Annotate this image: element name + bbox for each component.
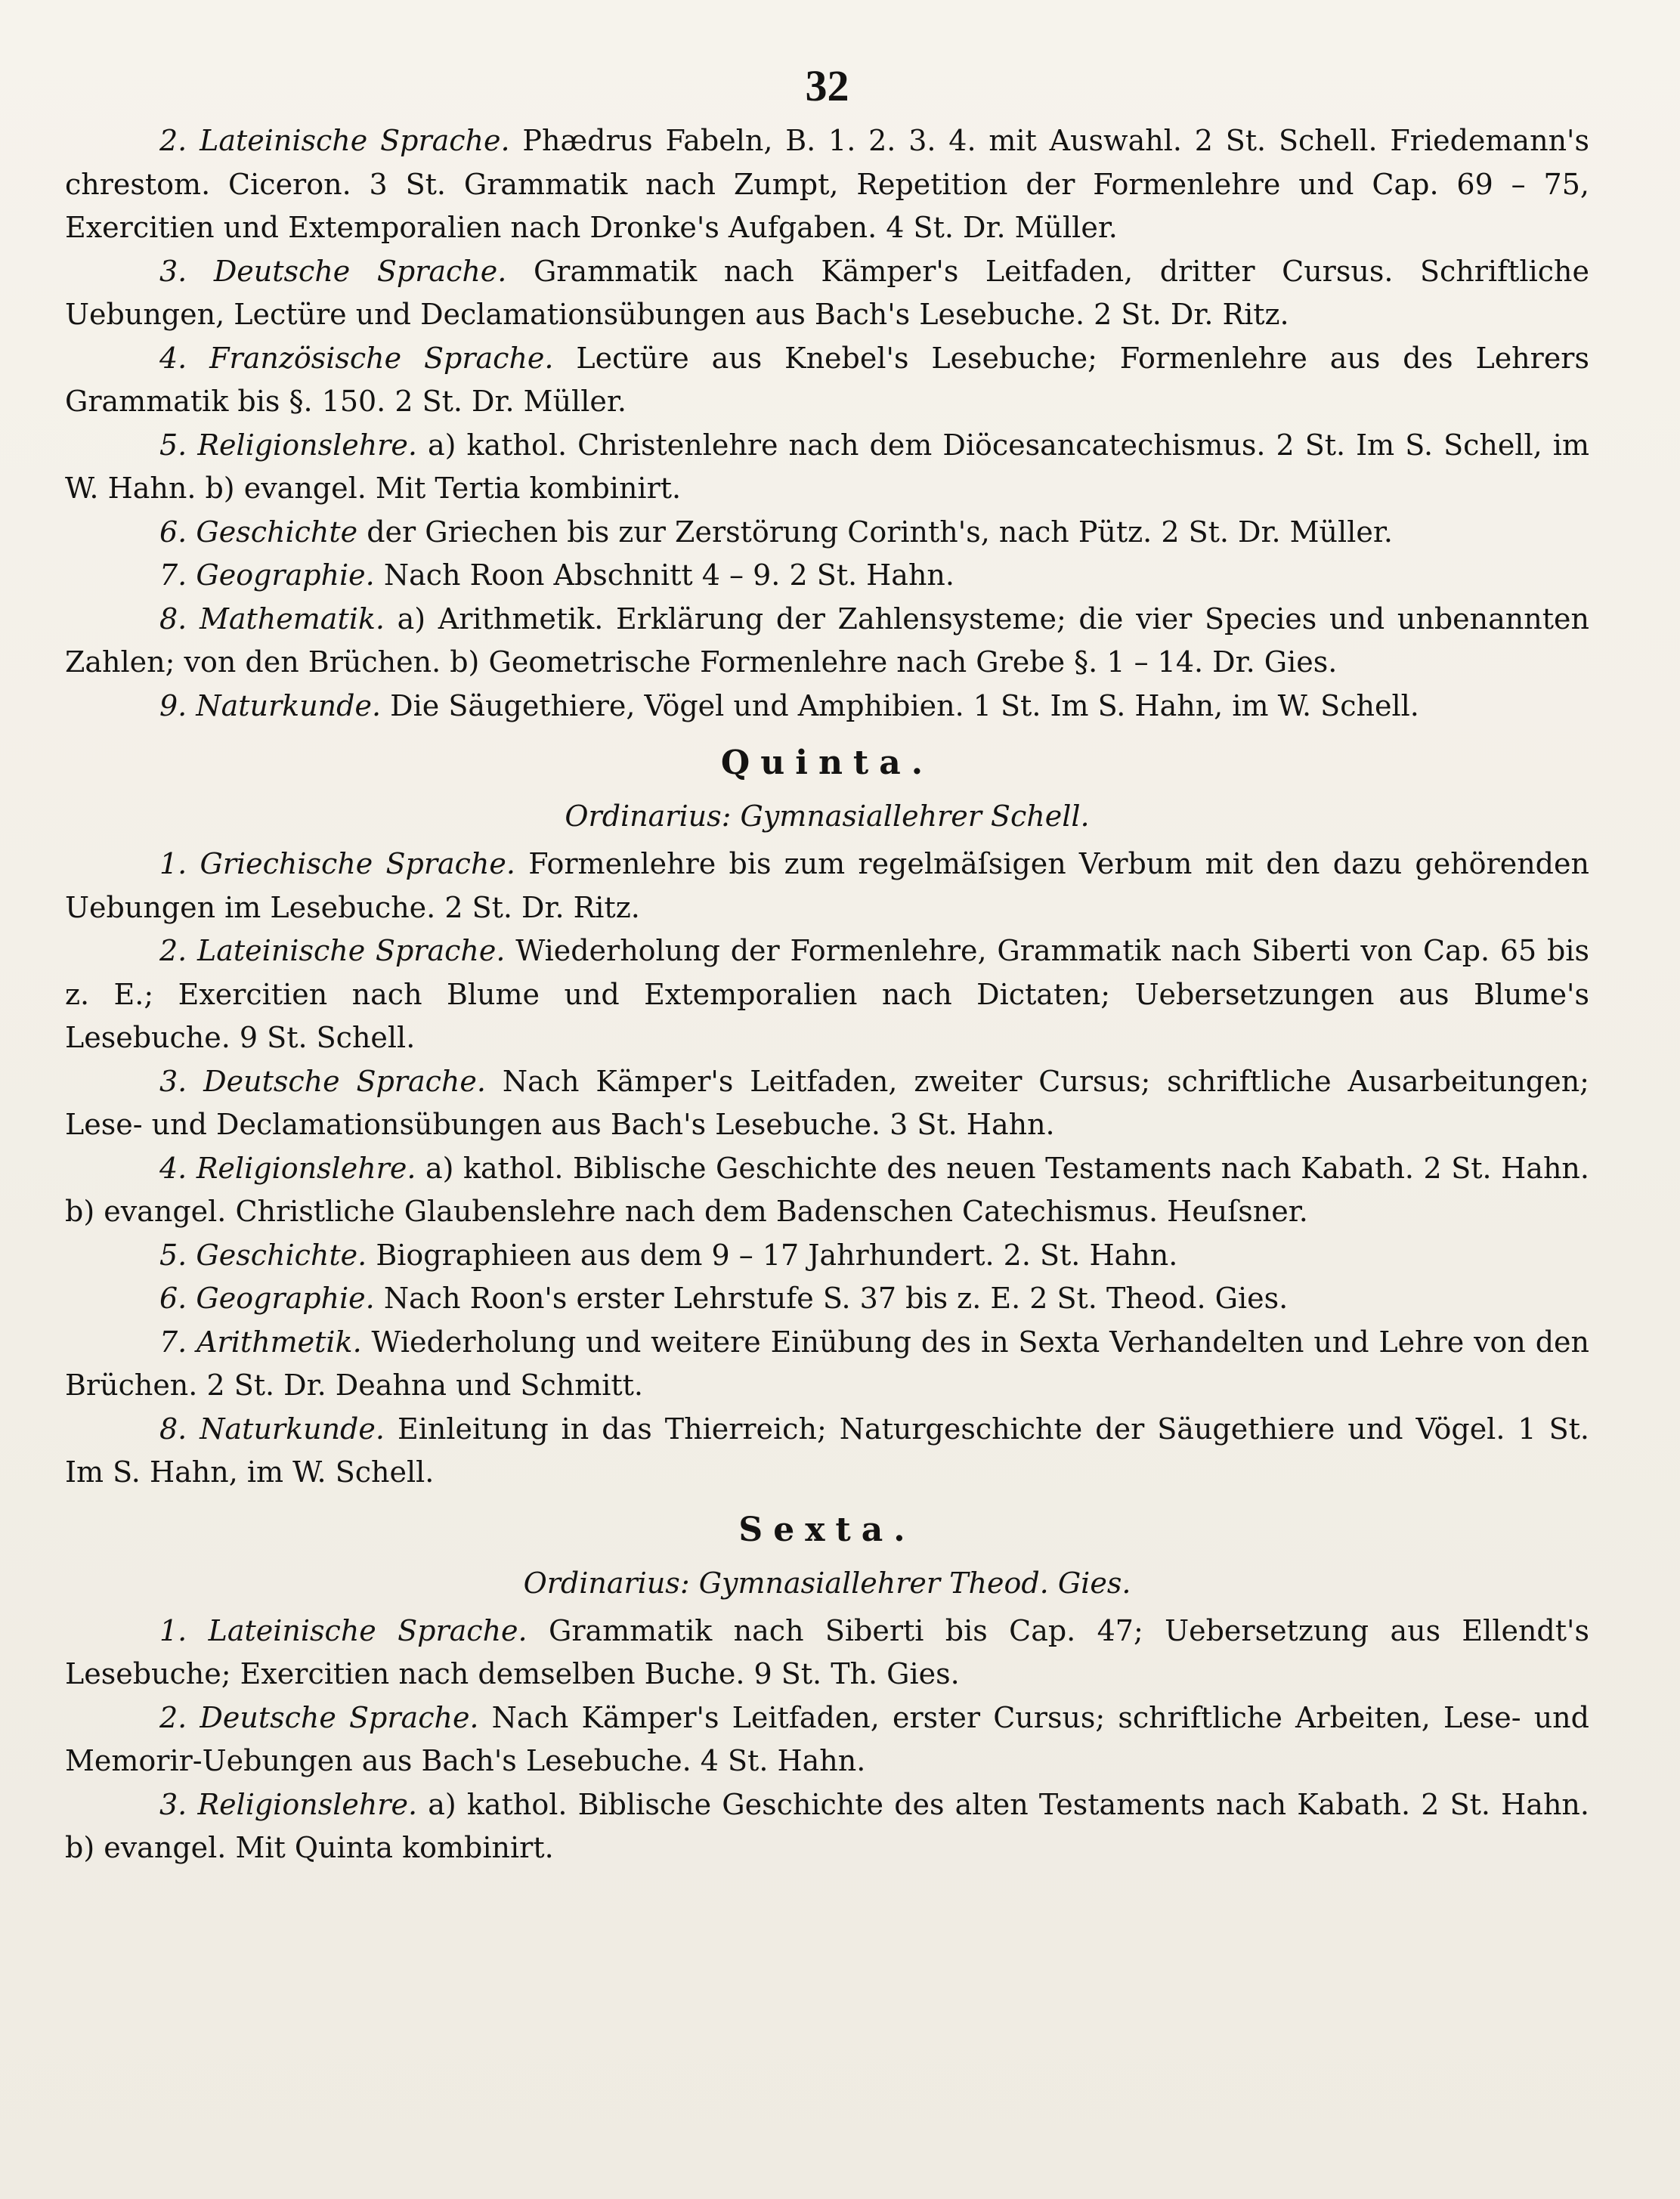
sexta-list [65,1610,1589,1870]
item-number: 4. [159,341,187,375]
list-item [65,1408,1589,1495]
item-number: 2. [159,124,187,157]
page-number: 32 [805,61,849,110]
item-number: 3. [159,1787,187,1821]
item-text: Einleitung in das Thierreich; Naturgeschichte der Säugethiere und Vögel. 1 St. Im S. Hahn, im W. Schell. [65,1412,1589,1489]
list-item [65,1610,1589,1696]
item-number: 6. [159,515,187,549]
item-number: 4. [159,1151,187,1185]
list-item [65,843,1589,929]
item-subject: Lateinische Sprache. [208,1613,528,1647]
list-item [65,1696,1589,1783]
ordinarius-sexta: Ordinarius: Gymnasiallehrer Theod. Gies. [523,1566,1131,1600]
item-text: Wiederholung und weitere Einübung des in Sexta Verhandelten und Lehre von den Brüchen. 2 St. Dr. Deahna und Schmitt. [65,1325,1589,1402]
item-number: 2. [159,934,187,967]
item-text: Nach Roon Abschnitt 4 – 9. 2 St. Hahn. [383,558,954,592]
item-subject: Lateinische Sprache. [197,934,506,967]
item-text: a) kathol. Biblische Geschichte des neuen Testaments nach Kabath. 2 St. Hahn. b) evangel. Christliche Glaubenslehre nach dem Badenschen Catechismus. Heuſsner. [65,1151,1589,1228]
item-subject: Arithmetik. [196,1325,362,1359]
item-number: 5. [159,428,187,462]
item-text: Phædrus Fabeln, B. 1. 2. 3. 4. mit Auswahl. 2 St. Schell. Friedemann's chrestom. Ciceron. 3 St. Grammatik nach Zumpt, Repetition der Formenlehre und Cap. 69 – 75, Exercitien und Extemporalien nach Dronke's Aufgaben. 4 St. Dr. Müller. [65,124,1589,244]
list-item [65,250,1589,337]
list-item [65,1147,1589,1234]
item-text: Lectüre aus Knebel's Lesebuche; Formenlehre aus des Lehrers Grammatik bis §. 150. 2 St. Dr. Müller. [65,341,1589,418]
list-item [65,119,1589,250]
ordinarius-quinta: Ordinarius: Gymnasiallehrer Schell. [565,799,1090,833]
item-number: 7. [159,558,187,592]
item-subject: Lateinische Sprache. [200,124,510,157]
item-text: Formenlehre bis zum regelmäſsigen Verbum mit den dazu gehörenden Uebungen im Lesebuche. 2 St. Dr. Ritz. [65,847,1589,924]
list-item [65,1234,1589,1278]
item-text: Nach Kämper's Leitfaden, erster Cursus; schriftliche Arbeiten, Lese- und Memorir-Uebungen aus Bach's Lesebuche. 4 St. Hahn. [65,1700,1589,1777]
list-item [65,511,1589,555]
list-item [65,1277,1589,1321]
item-subject: Religionslehre. [196,1151,416,1185]
block1 [65,119,1589,728]
item-subject: Mathematik. [199,602,385,636]
item-number: 7. [159,1325,187,1359]
item-number: 8. [159,602,187,636]
item-text: a) kathol. Christenlehre nach dem Diöcesancatechismus. 2 St. Im S. Schell, im W. Hahn. b) evangel. Mit Tertia kombinirt. [65,428,1589,505]
item-subject: Naturkunde. [196,688,382,722]
item-subject: Religionslehre. [197,1787,418,1821]
item-number: 1. [159,1613,187,1647]
item-subject: Deutsche Sprache. [213,254,507,288]
list-item [65,929,1589,1060]
item-number: 6. [159,1282,187,1315]
item-subject: Religionslehre. [197,428,417,462]
item-subject: Deutsche Sprache. [200,1700,479,1734]
quinta-list [65,843,1589,1495]
list-item [65,1321,1589,1408]
item-subject: Geographie. [196,1282,375,1315]
item-number: 8. [159,1412,187,1446]
item-text: Biographieen aus dem 9 – 17 Jahrhundert. 2. St. Hahn. [376,1238,1178,1272]
item-text: der Griechen bis zur Zerstörung Corinth's, nach Pütz. 2 St. Dr. Müller. [367,515,1393,549]
item-number: 9. [159,688,187,722]
item-text: Grammatik nach Siberti bis Cap. 47; Uebersetzung aus Ellendt's Lesebuche; Exercitien nach demselben Buche. 9 St. Th. Gies. [65,1613,1589,1690]
item-number: 3. [159,254,187,288]
item-subject: Geschichte. [196,1238,367,1272]
item-subject: Griechische Sprache. [200,847,515,880]
item-subject: Deutsche Sprache. [203,1064,486,1098]
list-item [65,685,1589,728]
item-text: Die Säugethiere, Vögel und Amphibien. 1 St. Im S. Hahn, im W. Schell. [390,688,1419,722]
item-subject: Geschichte [196,515,358,549]
item-subject: Französische Sprache. [209,341,554,375]
item-text: a) kathol. Biblische Geschichte des alten Testaments nach Kabath. 2 St. Hahn. b) evangel. Mit Quinta kombinirt. [65,1787,1589,1864]
item-text: a) Arithmetik. Erklärung der Zahlensysteme; die vier Species und unbenannten Zahlen; von den Brüchen. b) Geometrische Formenlehre nach Grebe §. 1 – 14. Dr. Gies. [65,602,1589,679]
item-subject: Naturkunde. [200,1412,385,1446]
list-item [65,598,1589,685]
item-subject: Geographie. [196,558,375,592]
section-title-sexta: Sexta. [738,1510,916,1549]
item-text: Nach Roon's erster Lehrstufe S. 37 bis z. E. 2 St. Theod. Gies. [383,1282,1289,1315]
item-number: 3. [159,1064,187,1098]
list-item [65,1783,1589,1870]
list-item [65,337,1589,424]
list-item [65,1060,1589,1147]
section-title-quinta: Quinta. [720,744,934,782]
item-number: 5. [159,1238,187,1272]
item-text: Wiederholung der Formenlehre, Grammatik nach Siberti von Cap. 65 bis z. E.; Exercitien nach Blume und Extemporalien nach Dictaten; Uebersetzungen aus Blume's Lesebuche. 9 St. Schell. [65,934,1589,1054]
item-text: Grammatik nach Kämper's Leitfaden, dritter Cursus. Schriftliche Uebungen, Lectüre und Declamationsübungen aus Bach's Lesebuche. 2 St. Dr. Ritz. [65,254,1589,331]
list-item [65,424,1589,511]
item-number: 2. [159,1700,187,1734]
item-text: Nach Kämper's Leitfaden, zweiter Cursus; schriftliche Ausarbeitungen; Lese- und Declamationsübungen aus Bach's Lesebuche. 3 St. Hahn. [65,1064,1589,1141]
item-number: 1. [159,847,187,880]
list-item [65,554,1589,598]
